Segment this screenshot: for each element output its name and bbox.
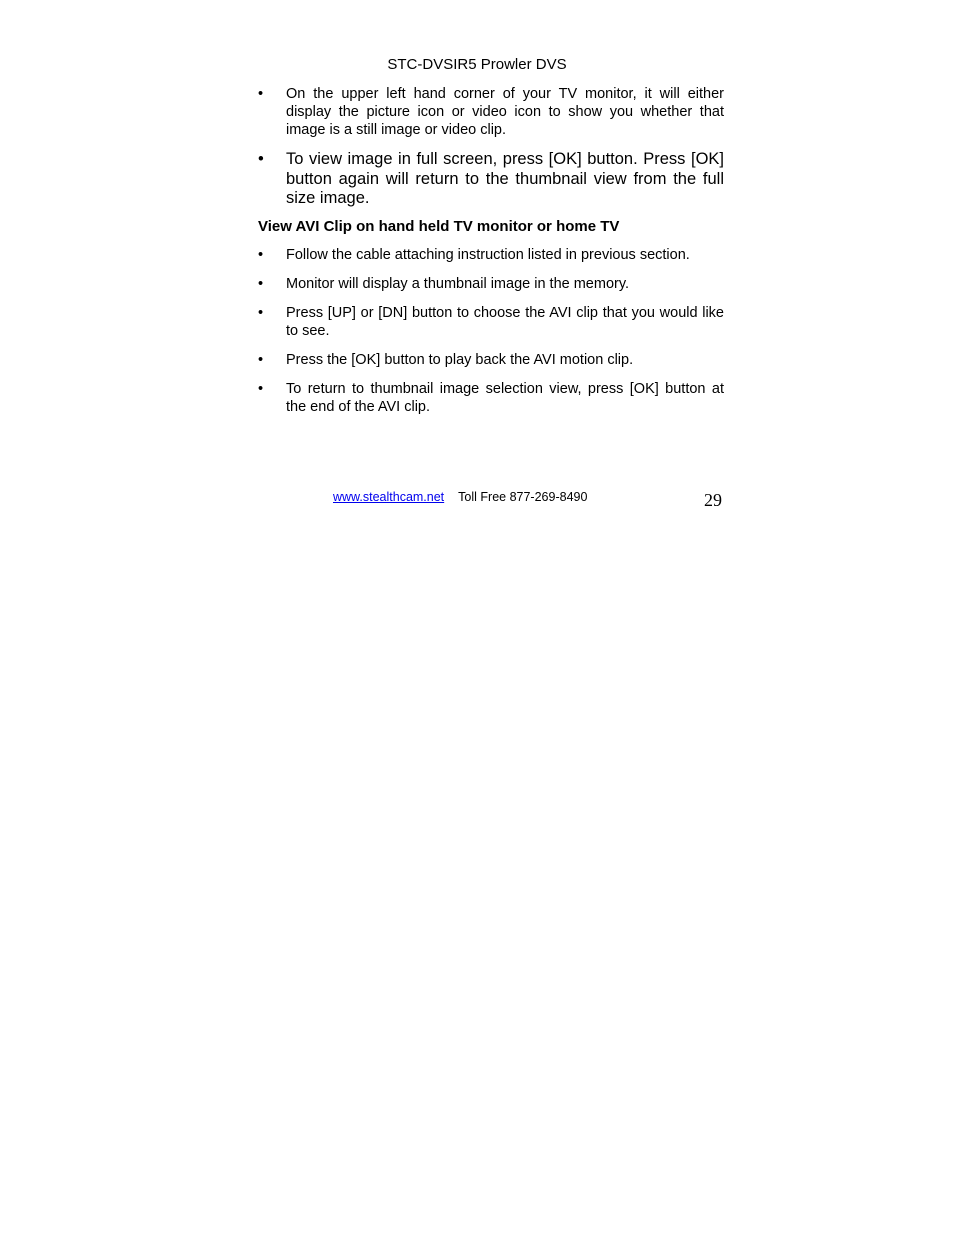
list-item-text: Monitor will display a thumbnail image in the memory. xyxy=(286,276,630,292)
list-item-text: Press the [OK] button to play back the AVI motion clip. xyxy=(286,352,634,368)
website-link[interactable]: www.stealthcam.net xyxy=(333,490,445,504)
list-item xyxy=(258,85,724,139)
list-item-text: On the upper left hand corner of your TV monitor, it will either display the picture icon or video icon to show you whether that image is a still image or video clip. xyxy=(286,86,724,138)
list-item-text: Follow the cable attaching instruction listed in previous section. xyxy=(286,247,690,263)
section-heading: View AVI Clip on hand held TV monitor or home TV xyxy=(258,218,620,235)
list-item xyxy=(258,246,724,264)
list-item xyxy=(258,150,724,209)
section-bullet-list xyxy=(258,246,724,416)
page-header-title: STC-DVSIR5 Prowler DVS xyxy=(387,56,567,73)
list-item-text: Press [UP] or [DN] button to choose the AVI clip that you would like to see. xyxy=(286,305,724,339)
list-item xyxy=(258,351,724,369)
list-item xyxy=(258,275,724,293)
toll-free-phone: Toll Free 877-269-8490 xyxy=(458,490,588,504)
page-footer xyxy=(333,490,587,505)
bullet-icon: • xyxy=(258,352,264,368)
bullet-icon: • xyxy=(258,381,264,397)
intro-bullet-list xyxy=(258,85,724,209)
list-item xyxy=(258,304,724,340)
bullet-icon: • xyxy=(258,305,264,321)
bullet-icon: • xyxy=(258,86,264,102)
bullet-icon: • xyxy=(258,276,264,292)
list-item-text: To view image in full screen, press [OK] button. Press [OK] button again will return to the thumbnail view from the full size image. xyxy=(286,150,724,207)
list-item xyxy=(258,380,724,416)
page-number: 29 xyxy=(704,490,722,510)
list-item-text: To return to thumbnail image selection view, press [OK] button at the end of the AVI clip. xyxy=(286,381,724,415)
bullet-icon: • xyxy=(258,247,264,263)
bullet-icon: • xyxy=(258,150,264,168)
